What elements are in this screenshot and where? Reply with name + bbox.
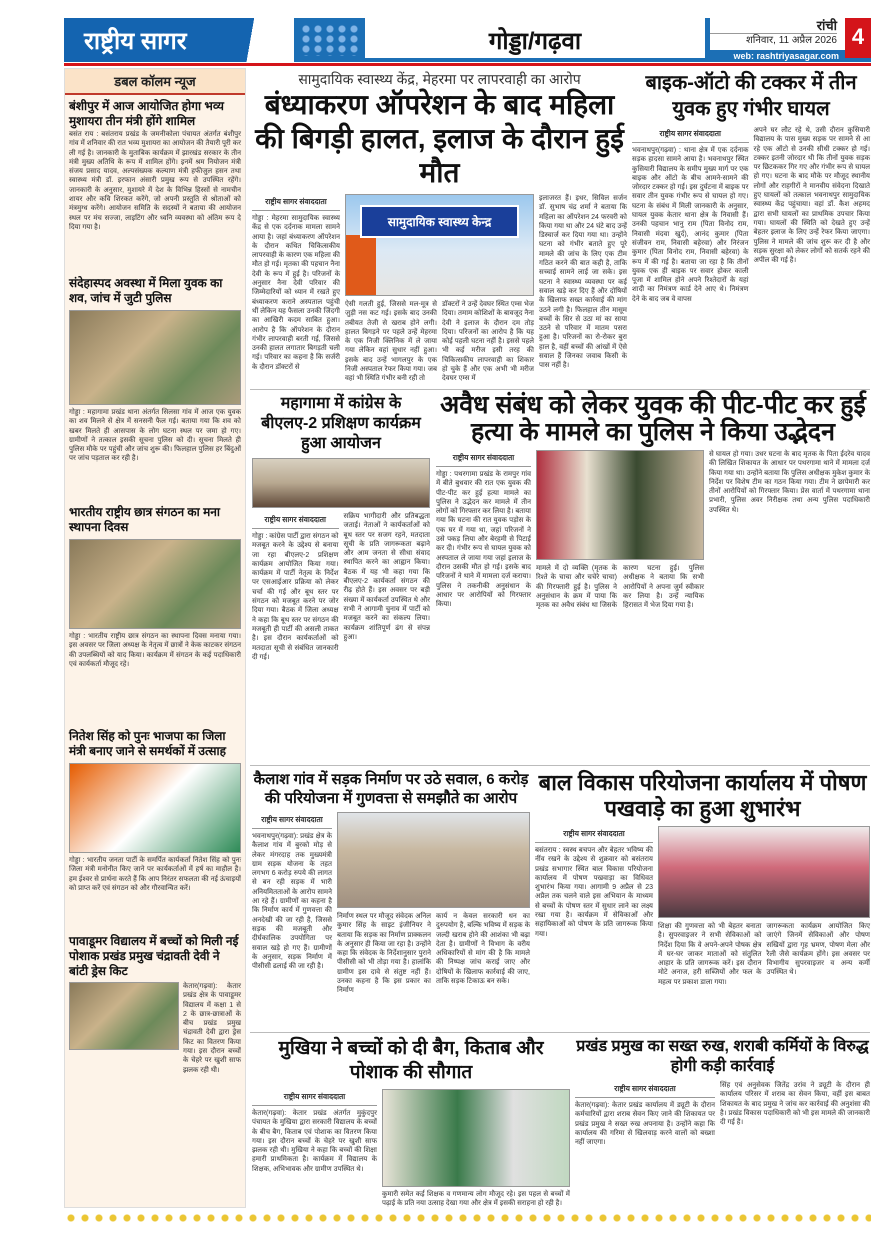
photo (69, 310, 241, 405)
article-body: से घायल हो गया। उधर घटना के बाद मृतक के पिता ईदरेव यादव की लिखित शिकायत के आधार पर पथरगामा थाने में मामला दर्ज किया गया था। उन्होंने बताया कि पुलिस अधीक्षक मुकेश कुमार के निर्देश पर विशेष टीम का गठन किया गया। टीम ने छापेमारी कर तीनों आरोपियों को गिरफ्तार किया। प्रेस वार्ता में पथरगामा थाना प्रभारी, पुलिस अवर निरीक्षक तथा अन्य पुलिस पदाधिकारी उपस्थित थे। (709, 451, 870, 514)
news-item (65, 501, 245, 725)
article-body: गोड्डा : महागामा प्रखंड थाना अंतर्गत सिलसा गांव में आज एक युवक का शव मिलने से क्षेत्र में सनसनी फैल गई। बताया गया कि शव को खबर मिलते ही आसपास के लोग घटना स्थल पर जमा हो गए। ग्रामीणों ने तत्काल इसकी सूचना पुलिस को दी। सूचना मिलते ही पुलिस मौके पर पहुंची और जांच शुरू की। फिलहाल पुलिस हर बिंदुओं पर जांच पड़ताल कर रही है। (69, 409, 241, 463)
road-construction-photo (337, 812, 530, 908)
issue-date: शनिवार, 11 अप्रैल 2026 (710, 33, 837, 47)
byline: राष्ट्रीय सागर संवाददाता (252, 1089, 377, 1106)
byline: राष्ट्रीय सागर संवाददाता (632, 126, 749, 143)
bike-story (632, 70, 870, 386)
website-link[interactable]: web: rashtriyasagar.com (733, 51, 839, 61)
headline: पावाडूमर विद्यालय में बच्चों को मिली नई पोशाक प्रखंड प्रमुख चंद्रावती देवी ने बांटी ड्रेस किट (69, 934, 239, 978)
road-story (252, 770, 530, 1028)
byline: राष्ट्रीय सागर संवाददाता (252, 812, 332, 829)
headline: संदेहास्पद अवस्था में मिला युवक का शव, जांच में जुटी पुलिस (69, 276, 223, 305)
photo (69, 539, 241, 629)
article-body: मामले में दो व्यक्ति (मृतक के रिश्ते के चाचा और चचेरे चाचा) की गिरफ्तारी हुई है। पुलिस ने अनुसंधान के क्रम में पाया कि मृतक का अवैध संबंध था जिसके कारण घटना हुई। पुलिस अधीक्षक ने बताया कि सभी आरोपियों ने अपना जुर्म स्वीकार कर लिया है। उन्हें न्यायिक हिरासत में भेज दिया गया है। (536, 565, 704, 610)
article-column (436, 450, 531, 762)
footer-color-dots (64, 1212, 871, 1224)
headline: बंध्याकरण ऑपरेशन के बाद महिला की बिगड़ी हालत, इलाज के दौरान हुई मौत (255, 89, 624, 188)
divider (250, 389, 870, 390)
meeting-photo (252, 458, 430, 508)
headline: बाइक-ऑटो की टक्कर में तीन युवक हुए गंभीर घायल (645, 72, 857, 120)
article-body: गोड्डा : भारतीय राष्ट्रीय छात्र संगठन का स्थापना दिवस मनाया गया। इस अवसर पर जिला अध्यक्ष के नेतृत्व में छात्रों ने केक काटकर संगठन की उपलब्धियों को याद किया। कार्यक्रम में संगठन के कई पदाधिकारी एवं कार्यकर्ता मौजूद रहे। (69, 633, 241, 668)
article-body: सक्रिय भागीदारी और प्रतिबद्धता जताई। नेताओं ने कार्यकर्ताओं को बूथ स्तर पर सजग रहने, मतदाता सूची के प्रति जागरूकता बढ़ाने और आम जनता से सीधा संवाद स्थापित करने का आह्वान किया। बैठक में यह भी कहा गया कि बीएलए-2 कार्यकर्ता संगठन की रीढ़ होते हैं। इस अवसर पर बड़ी संख्या में कार्यकर्ता उपस्थित थे और सभी ने आगामी चुनाव में पार्टी को मजबूत करने का संकल्प लिया। कार्यक्रम शांतिपूर्ण ढंग से संपन्न हुआ। (343, 513, 430, 641)
news-item (65, 95, 245, 272)
article-body: गोड्डा : मेहरमा सामुदायिक स्वास्थ्य केंद्र से एक दर्दनाक मामला सामने आया है। जहां बंध्याकरण ऑपरेशन के दौरान कथित चिकित्सकीय लापरवाही के कारण एक महिला की मौत हो गई। मृतका की पहचान नैना देवी के रूप में हुई है। परिजनों के अनुसार नैना देवी परिवार की जिम्मेदारियों को ध्यान में रखते हुए बंध्याकरण कराने अस्पताल पहुंची थीं लेकिन यह फैसला उनकी जिंदगी का आखिरी कदम साबित हुआ। आरोप है कि ऑपरेशन के दौरान गंभीर लापरवाही बरती गई, जिससे उनकी हालत लगातार बिगड़ती चली गई। परिवार का कहना है कि सर्जरी के दौरान डॉक्टरों से (252, 215, 340, 371)
murder-story (436, 392, 870, 762)
article-column (252, 812, 332, 1028)
article-column (535, 826, 653, 1028)
article-body: केतार(गढ़वा): केतार प्रखंड कार्यालय में ड्यूटी के दौरान कर्मचारियों द्वारा शराब सेवन किए जाने की शिकायत पर प्रखंड प्रमुख ने सख्त रुख अपनाया है। उन्होंने कहा कि कार्यालय की गरिमा से खिलवाड़ करने वालों को बख्शा नहीं जाएगा। (575, 1102, 715, 1147)
divider (64, 63, 871, 66)
photo-health-centre (345, 194, 534, 296)
headline: कैलाश गांव में सड़क निर्माण पर उठे सवाल, 6 करोड़ की परियोजना में गुणवत्ता से समझौते का आरोप (253, 771, 529, 807)
column-header: डबल कॉलम न्यूज (65, 69, 245, 95)
double-column-news (64, 68, 246, 1208)
article-body: बसंतराय : स्वस्थ बचपन और बेहतर भविष्य की नींव रखने के उद्देश्य से शुक्रवार को बसंतराय प्रखंड सभागार स्थित बाल विकास परियोजना कार्यालय में पोषण पखवाड़ा का विधिवत शुभारंभ किया गया। आगामी 9 अप्रैल से 23 अप्रैल तक चलने वाले इस अभियान के माध्यम से बच्चों के पोषण स्तर में सुधार लाने का लक्ष्य रखा गया है। कार्यक्रम में सेविकाओं और सहायिकाओं को पोषण के प्रति जागरूक किया गया। (535, 847, 653, 938)
newspaper-logo: राष्ट्रीय सागर (64, 18, 294, 62)
article-column (252, 1089, 377, 1209)
event-photo (658, 826, 870, 918)
headline: बाल विकास परियोजना कार्यालय में पोषण पखवाड़े का हुआ शुभारंभ (538, 770, 867, 821)
photo (69, 763, 241, 853)
school-photo (382, 1089, 570, 1187)
article-body: इलाजरत हैं। इधर, सिविल सर्जन डॉ. सुभाष चंद्र शर्मा ने बताया कि महिला का ऑपरेशन 24 फरवरी को किया गया था और 24 घंटे बाद उन्हें डिस्चार्ज कर दिया गया था। उन्होंने घटना को गंभीर बताते हुए पूरे मामले की जांच के लिए एक टीम गठित करने की बात कही है, ताकि सच्चाई सामने लाई जा सके। इस घटना ने स्वास्थ्य व्यवस्था पर कई सवाल खड़े कर दिए हैं और दोषियों के खिलाफ सख्त कार्रवाई की मांग उठने लगी है। फिलहाल तीन मासूम बच्चों के सिर से उठा मां का साया उठने से परिवार में मातम पसरा हुआ है। परिजनों का रो-रोकर बुरा हाल है, वहीं बच्चों की आंखों में ऐसे सवाल हैं जिनका जवाब किसी के पास नहीं है। (539, 195, 627, 370)
article-body: जागरूकता कार्यक्रम आयोजित किए जाएंगे जिनमें सेविकाओं और पोषण सखियों द्वारा गृह भ्रमण, पोषण मेला और रैली जैसे कार्यक्रम होंगे। इस अवसर पर विभागीय सुपरवाइजर व अन्य कर्मी उपस्थित थे। (766, 923, 870, 977)
top-story (252, 70, 627, 386)
decorative-dots (300, 24, 360, 56)
article-column (252, 512, 339, 762)
divider (250, 765, 870, 766)
headline: अवैध संबंध को लेकर युवक की पीट-पीट कर हुई हत्या के मामले का पुलिस ने किया उद्भेदन (440, 391, 866, 446)
date-box (710, 18, 845, 50)
kicker: सामुदायिक स्वास्थ्य केंद्र, मेहरमा पर लापरवाही का आरोप (298, 71, 581, 87)
news-item (65, 930, 245, 1074)
article-body: भवनाथपुर(गढ़वा): प्रखंड क्षेत्र के कैलाश गांव में बुरको मोड़ से लेकर मंगरदाह तक मुख्यमंत्री ग्राम सड़क योजना के तहत लगभग 6 करोड़ रुपये की लागत से बन रही सड़क में भारी अनियमितताओं के आरोप सामने आ रहे हैं। ग्रामीणों का कहना है कि निर्माण कार्य में गुणवत्ता की अनदेखी की जा रही है, जिससे सड़क की मजबूती और दीर्घकालिक उपयोगिता पर सवाल खड़े हो गए हैं। ग्रामीणों के अनुसार, सड़क निर्माण में पीसीसी ढलाई की जा रही है। (252, 833, 332, 971)
article-body: केतार(गढ़वा): केतार प्रखंड क्षेत्र के पावाडूमर विद्यालय में कक्षा 1 से 2 के छात्र-छात्राओं के बीच प्रखंड प्रमुख चंद्रावती देवी द्वारा ड्रेस किट का वितरण किया गया। इस दौरान बच्चों के चेहरे पर खुशी साफ झलक रही थी। (183, 983, 241, 1074)
article-body: डॉक्टरों ने उन्हें देवघर स्थित एम्स भेज दिया। तमाम कोशिशों के बावजूद नैना देवी ने इलाज के दौरान दम तोड़ दिया। परिजनों का आरोप है कि यह कोई पहली घटना नहीं है। इससे पहले भी कई मरीज इसी तरह की चिकित्सकीय लापरवाही का शिकार हो चुके हैं और एक अभी भी मरीज देवघर एम्स में (442, 301, 534, 383)
photo (69, 982, 179, 1050)
news-item (65, 272, 245, 501)
article-body: निर्माण स्थल पर मौजूद संवेदक अनिल कुमार सिंह के साइट इंजीनियर ने बताया कि सड़क का निर्माण प्राक्कलन के अनुसार ही किया जा रहा है। उन्होंने कहा कि संवेदक के निर्देशानुसार पुराने पीसीसी को भी तोड़ा गया है। हालांकि ग्रामीण इस दावे से संतुष्ट नहीं हैं। उनका कहना है कि इस प्रकार का निर्माण (337, 913, 432, 995)
headline: नितेश सिंह को पुनः भाजपा का जिला मंत्री बनाए जाने से समर्थकों में उत्साह (69, 729, 227, 758)
news-item (65, 725, 245, 930)
article-body: शिक्षा की गुणवत्ता को भी बेहतर बनाता है। सुपरवाइजर ने सभी सेविकाओं को निर्देश दिया कि वे अपने-अपने पोषक क्षेत्र में घर-घर जाकर माताओं को संतुलित आहार के प्रति जागरूक करें। इस दौरान मोटे अनाज, हरी सब्जियों और फल के महत्व पर प्रकाश डाला गया। (658, 923, 762, 986)
photo-caption: कुमारी समेत कई शिक्षक व गणमान्य लोग मौजूद रहे। इस पहल से बच्चों में पढ़ाई के प्रति नया उत्साह देखा गया और क्षेत्र में इसकी सराहना हो रही है। (382, 1191, 570, 1208)
article-body: सिंह एवं अनुसेवक जितेंद्र उरांव ने ड्यूटी के दौरान ही कार्यालय परिसर में शराब का सेवन किया, वहीं इस बाबत शिकायत के बाद प्रमुख ने जांच कर कार्रवाई की अनुशंसा की है। प्रखंड विकास पदाधिकारी को भी इस मामले की जानकारी दी गई है। (720, 1082, 870, 1127)
police-photo (536, 450, 704, 560)
article-body: केतार(गढ़वा): केतार प्रखंड अंतर्गत मुकुंदपुर पंचायत के मुखिया द्वारा सरकारी विद्यालय के बच्चों के बीच बैग, किताब एवं पोशाक का वितरण किया गया। इस दौरान बच्चों के चेहरे पर खुशी साफ झलक रही थी। मुखिया ने कहा कि बच्चों की शिक्षा हमारी प्राथमिकता है। कार्यक्रम में विद्यालय के शिक्षक, अभिभावक और ग्रामीण उपस्थित थे। (252, 1110, 377, 1173)
article-body: ऐसी गलती हुई, जिससे मल-मूत्र से जुड़ी नस कट गई। इसके बाद उनकी तबीयत तेजी से खराब होने लगी। हालत बिगड़ने पर पहले उन्हें मेहरमा के एक निजी क्लिनिक में ले जाया गया लेकिन वहां सुधार नहीं हुआ। इसके बाद उन्हें भागलपुर के एक निजी अस्पताल रेफर किया गया। जब वहां भी स्थिति गंभीर बनी रही तो (345, 301, 437, 383)
nutrition-story (535, 770, 870, 1028)
byline: राष्ट्रीय सागर संवाददाता (252, 512, 339, 529)
article-column (632, 126, 749, 386)
headline: महागामा में कांग्रेस के बीएलए-2 प्रशिक्षण कार्यक्रम हुआ आयोजन (261, 395, 421, 452)
headline: मुखिया ने बच्चों को दी बैग, किताब और पोशाक की सौगात (278, 1038, 544, 1083)
bags-story (252, 1037, 570, 1209)
headline: भारतीय राष्ट्रीय छात्र संगठन का मना स्थापना दिवस (69, 505, 221, 534)
byline: राष्ट्रीय सागर संवाददाता (575, 1081, 715, 1098)
page-number: 4 (845, 18, 871, 58)
headline: प्रखंड प्रमुख का सख्त रुख, शराबी कर्मियों के विरुद्ध होगी कड़ी कार्रवाई (576, 1038, 869, 1075)
signboard: सामुदायिक स्वास्थ्य केन्द्र (360, 205, 519, 238)
article-body: कार्य न केवल सरकारी धन का दुरुपयोग है, बल्कि भविष्य में सड़क के जल्दी खराब होने की आशंका भी बढ़ा देता है। ग्रामीणों ने विभाग के वरीय अधिकारियों से मांग की है कि मामले की निष्पक्ष जांच कराई जाए और दोषियों के खिलाफ कार्रवाई की जाए, ताकि सड़क टिकाऊ बन सके। (436, 913, 530, 986)
byline: राष्ट्रीय सागर संवाददाता (252, 194, 340, 211)
article-body: अपने घर लौट रहे थे, उसी दौरान कुसियारी विद्यालय के पास मुख्य सड़क पर सामने से आ रहे एक ऑटो से उनकी सीधी टक्कर हो गई। टक्कर इतनी जोरदार थी कि तीनों युवक सड़क पर छिटककर गिर गए और गंभीर रूप से घायल हो गए। घटना के बाद मौके पर मौजूद स्थानीय लोगों और राहगीरों ने मानवीय संवेदना दिखाते हुए घायलों को तत्काल भवनाथपुर सामुदायिक स्वास्थ्य केंद्र पहुंचाया। वहां डॉ. कैश अहमद द्वारा सभी घायलों का प्राथमिक उपचार किया गया। घायलों की स्थिति को देखते हुए उन्हें बेहतर इलाज के लिए उन्हें रेफर किया जाएगा। पुलिस ने मामले की जांच शुरू कर दी है और सड़क सुरक्षा को लेकर लोगों को सतर्क रहने की अपील की गई है। (753, 127, 870, 265)
article-column (575, 1081, 715, 1209)
section-title: गोड्डा/गढ़वा (365, 18, 705, 58)
article-body: गोड्डा : भारतीय जनता पार्टी के समर्पित कार्यकर्ता नितेश सिंह को पुनः जिला मंत्री मनोनीत किए जाने पर कार्यकर्ताओं में हर्ष का माहौल है। हम ईश्वर से प्रार्थना करते हैं कि आप निरंतर सफलता की नई ऊंचाइयों को प्राप्त करें एवं संगठन को और गौरवान्वित करें। (69, 857, 241, 892)
article-column (252, 194, 340, 386)
edition-city: रांची (816, 18, 837, 33)
article-body: गोड्डा : पथरगामा प्रखंड के रामपुर गांव में बीते बुधवार की रात एक युवक की पीट-पीट कर हुई हत्या मामले का पुलिस ने उद्भेदन कर मामले में तीन लोगों को गिरफ्तार कर लिया है। बताया गया कि घटना की रात युवक पड़ोस के एक घर में गया था, जहां परिजनों ने उसे पकड़ लिया और बेरहमी से पिटाई कर दी। गंभीर रूप से घायल युवक को अस्पताल ले जाया गया जहां इलाज के दौरान उसकी मौत हो गई। इसके बाद परिजनों ने थाने में मामला दर्ज कराया। पुलिस ने तकनीकी अनुसंधान के आधार पर आरोपियों को गिरफ्तार किया। (436, 471, 531, 609)
byline: राष्ट्रीय सागर संवाददाता (436, 450, 531, 467)
divider (250, 1032, 870, 1033)
byline: राष्ट्रीय सागर संवाददाता (535, 826, 653, 843)
headline: बंशीपुर में आज आयोजित होगा भव्य मुशायरा तीन मंत्री होंगे शामिल (69, 99, 224, 128)
liquor-story (575, 1037, 870, 1209)
article-body: भवनाथपुर(गढ़वा) : थाना क्षेत्र में एक दर्दनाक सड़क हादसा सामने आया है। भवनाथपुर स्थित कुसियारी विद्यालय के समीप मुख्य मार्ग पर एक बाइक और ऑटो के बीच आमने-सामने की जोरदार टक्कर हो गई। इस दुर्घटना में बाइक पर सवार तीन युवक गंभीर रूप से घायल हो गए। घटना के संबंध में मिली जानकारी के अनुसार, घायल युवक केतार थाना क्षेत्र के निवासी हैं। उनकी पहचान भानु राम (पिता विनोद राम, निवासी मंदवा खुर्द), आनंद कुमार (पिता संजीवन राम, निवासी बहेरवा) और निरंजन कुमार (पिता विनोद राम, निवासी बहेरवा) के रूप में की गई है। बताया जा रहा है कि तीनों युवक एक ही बाइक पर सवार होकर काली पूजा में शामिल होने अपने रिश्तेदारों के यहां शादी का निमंत्रण कार्ड देने आए थे। निमंत्रण देने के बाद जब वे वापस (632, 147, 749, 303)
article-body: बसंत राय : बसंतराय प्रखंड के जमनीकोला पंचायत अंतर्गत बंशीपुर गांव में शनिवार की रात भव्य मुशायरा का आयोजन की तैयारी पूरी कर ली गई है। जानकारी के मुताबिक कार्यक्रम में झारखंड सरकार के तीन मंत्री मुख्य अतिथि के रूप में शामिल होंगे। इनमें श्रम नियोजन मंत्री संजय प्रसाद यादव, अल्पसंख्यक कल्याण मंत्री हफीजुल हसन तथा स्वास्थ्य मंत्री डॉ. इरफान अंसारी प्रमुख रूप से उपस्थित रहेंगे। जानकारी के अनुसार, मुशायरे में देश के विभिन्न हिस्सों से नामचीन शायर और कवि शिरकत करेंगे, जो अपनी प्रस्तुति से श्रोताओं को मंत्रमुग्ध करेंगे। आयोजन समिति के सदस्यों ने बताया की आयोजन स्थल पर मंच सज्जा, लाइटिंग और ध्वनि व्यवस्था को अंतिम रूप दे दिया गया है। (69, 131, 241, 231)
congress-story (252, 394, 430, 762)
article-body: गोड्डा : कांग्रेस पार्टी द्वारा संगठन को मजबूत करने के उद्देश्य से बनाया जा रहा बीएलए-2 प्रशिक्षण कार्यक्रम आयोजित किया गया। कार्यक्रम में पार्टी नेतृत्व के निर्देश पर एसआईआर प्रक्रिया को लेकर चर्चा की गई और बूथ स्तर पर संगठन को मजबूत करने पर जोर दिया गया। बैठक में जिला अध्यक्ष ने कहा कि बूथ स्तर पर संगठन की मजबूती ही पार्टी की असली ताकत है। इस दौरान कार्यकर्ताओं को मतदाता सूची से संबंधित जानकारी दी गई। (252, 533, 339, 661)
